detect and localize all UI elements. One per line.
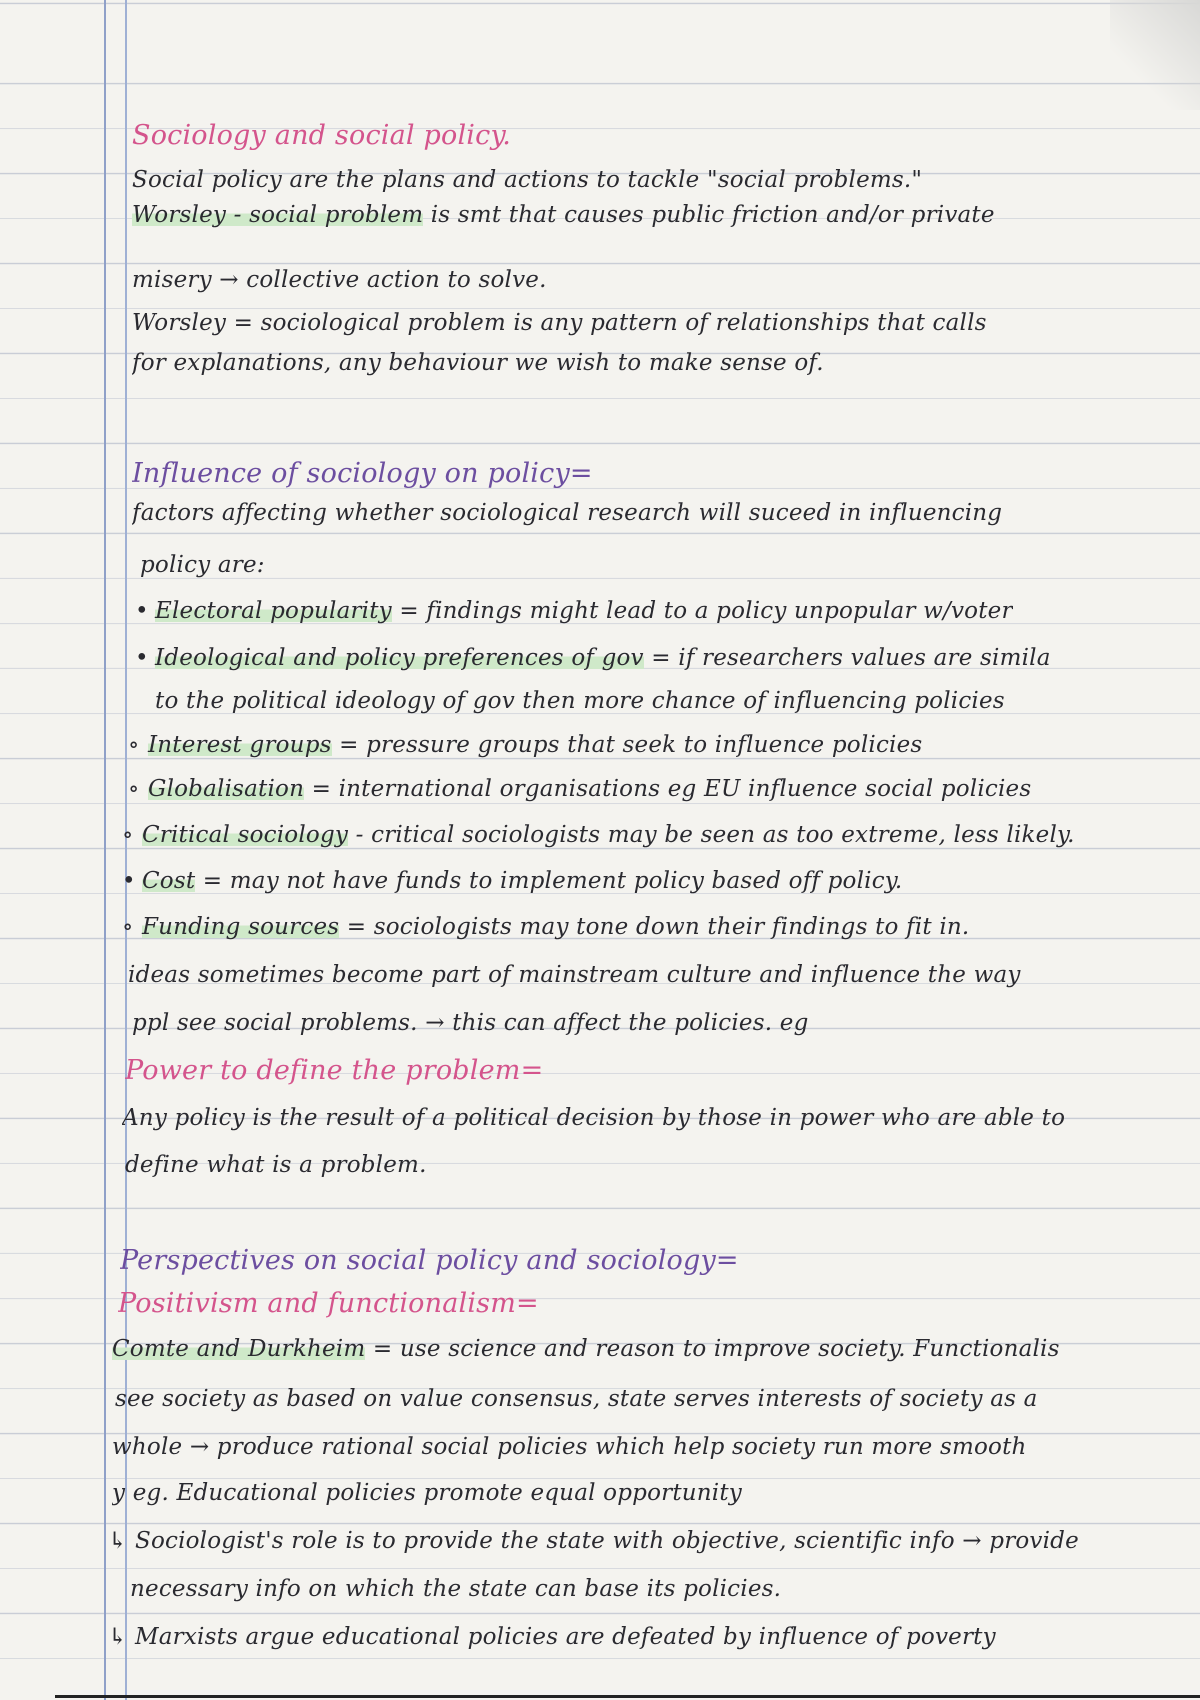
list-item: ∘ Interest groups = pressure groups that seek to influence policies xyxy=(128,732,923,758)
perspectives-line-6: necessary info on which the state can base its policies. xyxy=(130,1576,782,1602)
intro-line-1: Social policy are the plans and actions to tackle "social problems." xyxy=(132,167,923,193)
page-title: Sociology and social policy. xyxy=(132,120,512,151)
power-heading: Power to define the problem= xyxy=(125,1055,544,1086)
page-corner-shadow xyxy=(1110,0,1200,110)
intro-line-2: Worsley - social problem is smt that causes public friction and/or private xyxy=(132,202,995,228)
bottom-rule xyxy=(55,1695,1200,1698)
list-item: • Cost = may not have funds to implement policy based off policy. xyxy=(122,868,903,894)
perspectives-line-3: whole → produce rational social policies which help society run more smooth xyxy=(112,1434,1027,1460)
perspectives-line-2: see society as based on value consensus, state serves interests of society as a xyxy=(115,1386,1038,1412)
list-item-continuation: to the political ideology of gov then more chance of influencing policies xyxy=(155,688,1005,714)
list-item: • Ideological and policy preferences of gov = if researchers values are simila xyxy=(135,645,1051,671)
positivism-subheading: Positivism and functionalism= xyxy=(118,1288,539,1319)
list-item: • Electoral popularity = findings might lead to a policy unpopular w/voter xyxy=(135,598,1013,624)
influence-heading: Influence of sociology on policy= xyxy=(132,458,593,489)
perspectives-line-4: y eg. Educational policies promote equal opportunity xyxy=(112,1480,742,1506)
influence-line-2: policy are: xyxy=(140,552,265,578)
list-item: ∘ Funding sources = sociologists may tone down their findings to fit in. xyxy=(122,914,970,940)
perspectives-heading: Perspectives on social policy and sociology= xyxy=(120,1245,739,1276)
influence-line-1: factors affecting whether sociological research will suceed in influencing xyxy=(132,500,1003,526)
influence-line-3: ideas sometimes become part of mainstream culture and influence the way xyxy=(128,962,1021,988)
list-item: ∘ Globalisation = international organisations eg EU influence social policies xyxy=(128,776,1032,802)
perspectives-line-7: ↳ Marxists argue educational policies are defeated by influence of poverty xyxy=(108,1624,996,1650)
margin-line xyxy=(104,0,106,1700)
intro-line-3: misery → collective action to solve. xyxy=(132,267,547,293)
power-line-1: Any policy is the result of a political decision by those in power who are able to xyxy=(122,1105,1066,1131)
perspectives-line-5: ↳ Sociologist's role is to provide the state with objective, scientific info → provide xyxy=(108,1528,1079,1554)
perspectives-line-1: Comte and Durkheim = use science and reason to improve society. Functionalis xyxy=(112,1336,1060,1362)
list-item: ∘ Critical sociology - critical sociologists may be seen as too extreme, less likely. xyxy=(122,822,1075,848)
power-line-2: define what is a problem. xyxy=(125,1152,427,1178)
intro-line-5: for explanations, any behaviour we wish to make sense of. xyxy=(132,350,824,376)
intro-line-4: Worsley = sociological problem is any pattern of relationships that calls xyxy=(132,310,987,336)
highlight-term: Worsley - social problem xyxy=(132,202,424,228)
influence-line-4: ppl see social problems. → this can affect the policies. eg xyxy=(132,1010,809,1036)
